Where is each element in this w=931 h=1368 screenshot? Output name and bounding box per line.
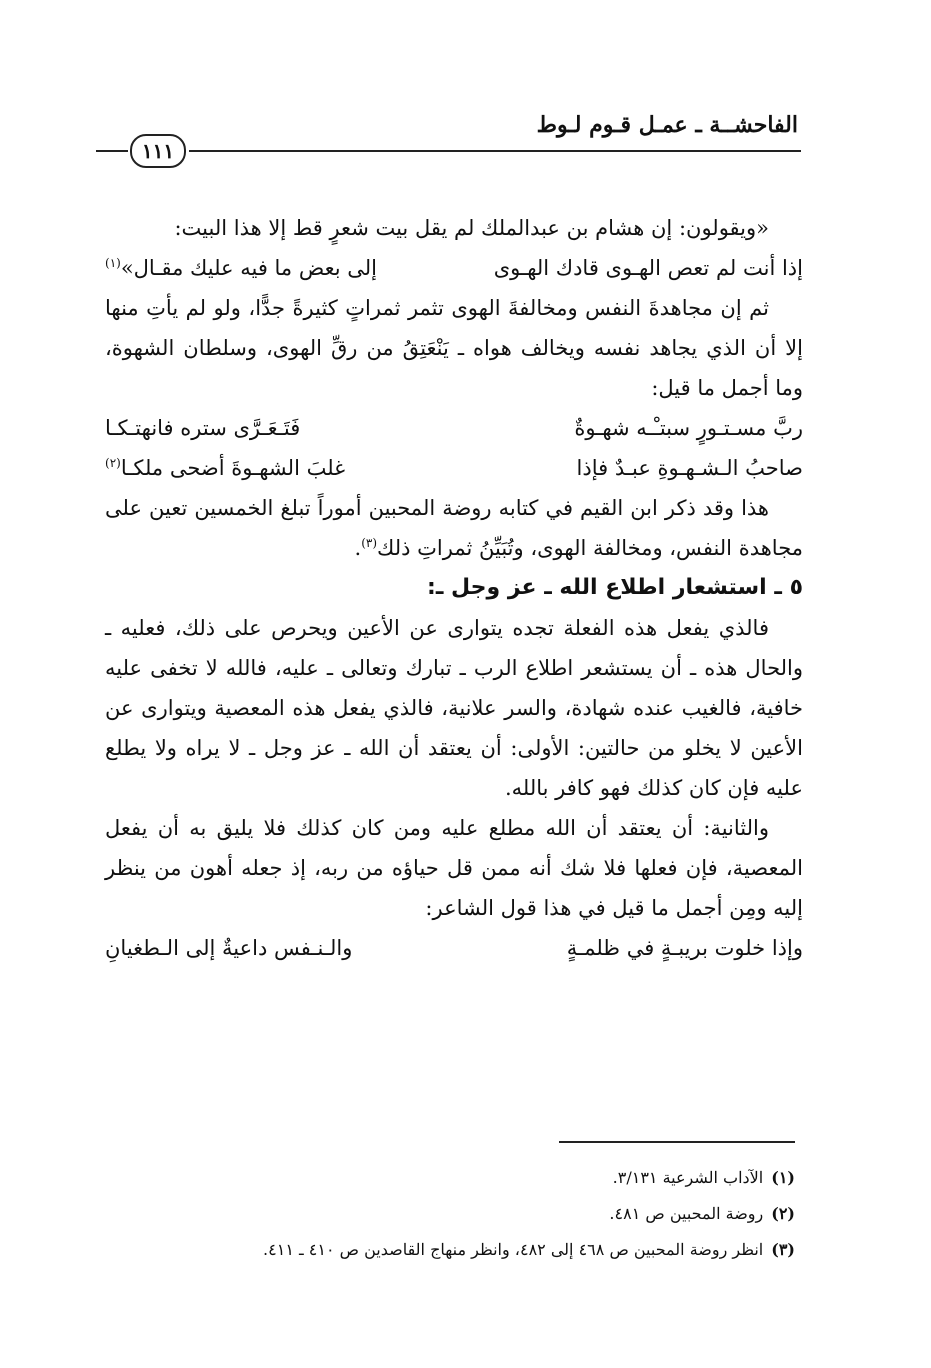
running-title: الفاحشــة ـ عمـل قـوم لـوط <box>536 112 798 138</box>
footnote-ref-1[interactable]: (١) <box>105 256 121 270</box>
footnote-1-number: (١) <box>771 1168 795 1187</box>
verse-3-right-hemistich: وإذا خلوت بريبـةٍ في ظلمـةٍ <box>566 936 803 960</box>
paragraph-1: «ويقولون: إن هشام بن عبدالملك لم يقل بيت شعرٍ قط إلا هذا البيت: <box>174 216 769 240</box>
verse-1-left-text: إلى بعض ما فيه عليك مقـال» <box>120 256 377 280</box>
verse-2-line-2-left: غلبَ الشهـوةَ أضحى ملكـا <box>120 456 346 480</box>
verse-1-right-hemistich: إذا أنت لم تعص الهـوى قادك الهـوى <box>493 256 803 280</box>
footnote-2-text: روضة المحبين ص ٤٨١. <box>609 1204 764 1223</box>
verse-2-line-1 <box>105 408 803 448</box>
footnote-3-text: انظر روضة المحبين ص ٤٦٨ إلى ٤٨٢، وانظر منهاج القاصدين ص ٤١٠ ـ ٤١١. <box>263 1240 764 1259</box>
verse-2-line-1-right: ربَّ مسـتـورٍ سبتـْـه شهـوةٌ <box>574 416 803 440</box>
verse-2-line-2-right: صاحبُ الـشـهـوةِ عبـدٌ فإذا <box>576 456 803 480</box>
verse-3 <box>105 928 803 968</box>
main-text <box>105 208 803 968</box>
header-rule <box>189 150 801 152</box>
footnotes <box>105 1160 795 1268</box>
page-number: ١١١ <box>130 134 186 168</box>
verse-1-left-hemistich <box>105 248 377 288</box>
footnote-ref-2[interactable]: (٢) <box>105 456 121 470</box>
verse-1 <box>105 248 803 288</box>
header-rule-left <box>96 150 128 152</box>
verse-3-left-hemistich: والـنـفس داعيةٌ إلى الـطغيانِ <box>105 936 353 960</box>
paragraph-4: فالذي يفعل هذه الفعلة تجده يتوارى عن الأعين ويحرص على ذلك، فعليه ـ والحال هذه ـ أن يستشعر اطلاع الرب ـ تبارك وتعالى ـ عليه، فالله لا تخفى عليه خافية، فالغيب عنده شهادة، والسر علانية، فالذي يفعل هذه المعصية ويتوارى عن الأعين لا يخلو من حالتين: الأولى: أن يعتقد أن الله ـ عز وجل ـ لا يراه ولا يطلع عليه فإن كان كذلك فهو كافر بالله. <box>105 616 803 800</box>
paragraph-3-text: هذا وقد ذكر ابن القيم في كتابه روضة المحبين أموراً تبلغ الخمسين تعين على مجاهدة النفس، ومخالفة الهوى، وتُبَيِّنُ ثمراتِ ذلك <box>105 496 803 560</box>
footnote-ref-3[interactable]: (٣) <box>361 536 378 550</box>
footnote-3 <box>105 1232 795 1268</box>
paragraph-5: والثانية: أن يعتقد أن الله مطلع عليه ومن كان كذلك فلا يليق به أن يفعل المعصية، فإن فعلها فلا شك أنه ممن قل حياؤه من ربه، إذ جعله أهون من ينظر إليه ومِن أجمل ما قيل في هذا قول الشاعر: <box>105 816 803 920</box>
footnote-3-number: (٣) <box>771 1240 795 1259</box>
verse-2-line-2 <box>105 448 803 488</box>
paragraph-2: ثم إن مجاهدةَ النفس ومخالفةَ الهوى تثمر ثمراتٍ كثيرةً جدًّا، ولو لم يأتِ منها إلا أن الذي يجاهد نفسه ويخالف هواه ـ يَنْعَتِقُ من رقِّ الهوى، وسلطان الشهوة، وما أجمل ما قيل: <box>105 296 803 400</box>
paragraph-3: هذا وقد ذكر ابن القيم في كتابه روضة المحبين أموراً تبلغ الخمسين تعين على مجاهدة النفس، ومخالفة الهوى، وتُبَيِّنُ ثمراتِ ذلك$^{(٣)}$. <box>105 496 803 560</box>
verse-2-line-1-left: فَتَـعَـرَّى ستره فانهتـكـا <box>105 416 301 440</box>
footnote-2-number: (٢) <box>771 1204 795 1223</box>
footnote-1-text: الآداب الشرعية ٣/١٣١. <box>612 1168 764 1187</box>
section-heading: ٥ ـ استشعار اطلاع الله ـ عز وجل ـ: <box>427 575 803 600</box>
verse-2-line-2-left-wrap <box>105 448 345 488</box>
footnote-2 <box>105 1196 795 1232</box>
footnote-separator <box>559 1141 795 1143</box>
footnote-1 <box>105 1160 795 1196</box>
